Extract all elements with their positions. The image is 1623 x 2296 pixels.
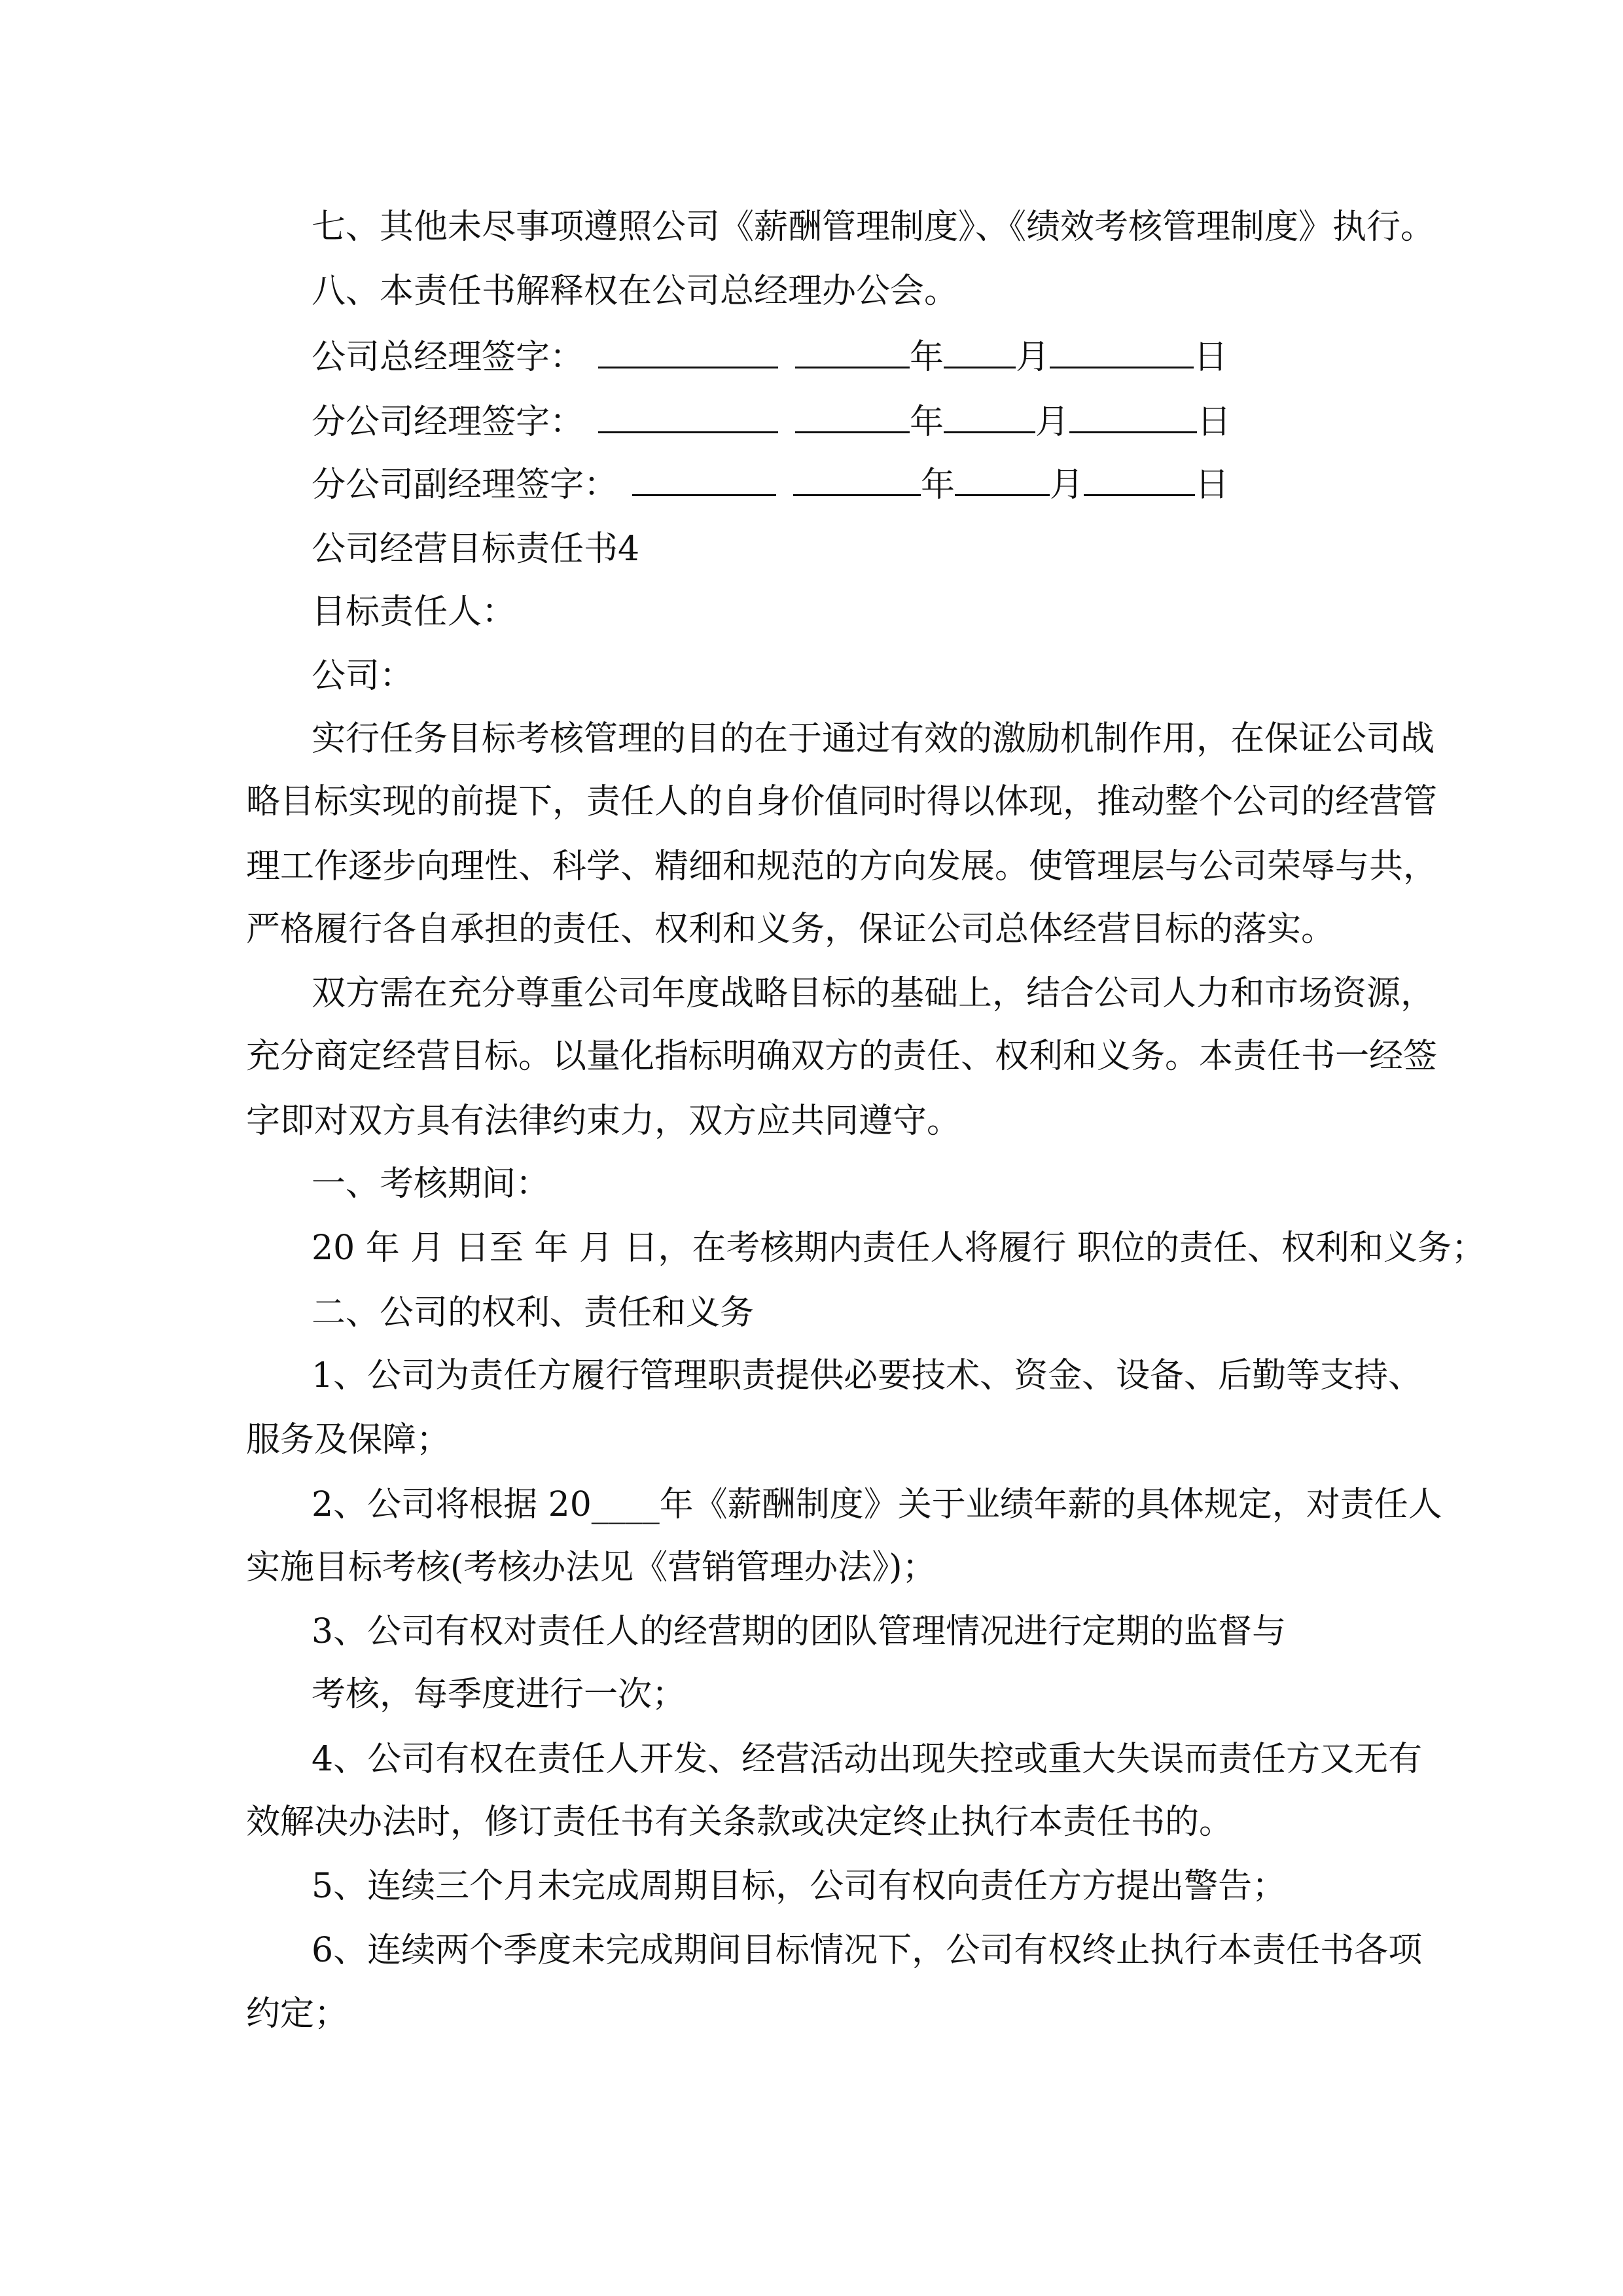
signature-blank[interactable] — [598, 332, 778, 368]
paragraph-line: 双方需在充分尊重公司年度战略目标的基础上，结合公司人力和市场资源， — [312, 974, 1435, 1013]
year-blank[interactable] — [795, 397, 910, 433]
paragraph-line: 6、连续两个季度未完成期间目标情况下，公司有权终止执行本责任书各项 — [312, 1931, 1423, 1970]
year-label: 年 — [910, 338, 944, 377]
year-label: 年 — [910, 403, 944, 442]
month-blank[interactable] — [955, 460, 1050, 496]
paragraph-line: 3、公司有权对责任人的经营期的团队管理情况进行定期的监督与 — [312, 1612, 1287, 1651]
signature-blank[interactable] — [598, 397, 778, 433]
year-blank[interactable] — [795, 332, 910, 368]
day-label: 日 — [1197, 403, 1232, 442]
paragraph-line: 4、公司有权在责任人开发、经营活动出现失控或重大失误而责任方又无有 — [312, 1740, 1423, 1779]
paragraph-line: 服务及保障； — [246, 1420, 451, 1460]
signature-label: 公司总经理签字： — [312, 338, 584, 377]
company-label: 公司： — [312, 656, 414, 696]
signature-line-gm — [312, 332, 1376, 378]
year-label: 年 — [921, 465, 955, 505]
month-label: 月 — [1050, 465, 1084, 505]
section-title: 公司经营目标责任书4 — [312, 529, 640, 569]
month-label: 月 — [1016, 338, 1050, 377]
paragraph-line: 1、公司为责任方履行管理职责提供必要技术、资金、设备、后勤等支持、 — [312, 1356, 1423, 1395]
year-blank[interactable] — [793, 460, 921, 496]
paragraph-line: 5、连续三个月未完成周期目标，公司有权向责任方方提出警告； — [312, 1867, 1287, 1906]
day-blank[interactable] — [1069, 397, 1197, 433]
clause-8: 八、本责任书解释权在公司总经理办公会。 — [312, 272, 959, 311]
clause-7: 七、其他未尽事项遵照公司《薪酬管理制度》、《绩效考核管理制度》执行。 — [312, 207, 1435, 247]
day-label: 日 — [1195, 465, 1230, 505]
day-blank[interactable] — [1050, 332, 1194, 368]
paragraph-line: 严格履行各自承担的责任、权利和义务，保证公司总体经营目标的落实。 — [246, 910, 1336, 949]
responsible-person-label: 目标责任人： — [312, 592, 516, 632]
signature-line-branch-manager — [312, 397, 1376, 443]
paragraph-line: 充分商定经营目标。以量化指标明确双方的责任、权利和义务。本责任书一经签 — [246, 1037, 1438, 1076]
month-blank[interactable] — [944, 332, 1016, 368]
paragraph-line: 考核，每季度进行一次； — [312, 1675, 687, 1714]
paragraph-line: 约定； — [246, 1994, 349, 2034]
paragraph-line: 实施目标考核(考核办法见《营销管理办法》)； — [246, 1548, 936, 1587]
signature-label: 分公司经理签字： — [312, 403, 584, 442]
paragraph-line: 20 年 月 日至 年 月 日，在考核期内责任人将履行 职位的责任、权利和义务； — [312, 1229, 1486, 1268]
paragraph-line: 效解决办法时，修订责任书有关条款或决定终止执行本责任书的。 — [246, 1803, 1234, 1842]
paragraph-line: 略目标实现的前提下，责任人的自身价值同时得以体现，推动整个公司的经营管 — [246, 782, 1438, 821]
paragraph-line: 2、公司将根据 20____年《薪酬制度》关于业绩年薪的具体规定，对责任人 — [312, 1485, 1442, 1524]
month-label: 月 — [1035, 403, 1070, 442]
day-blank[interactable] — [1084, 460, 1195, 496]
heading-assessment-period: 一、考核期间： — [312, 1164, 550, 1204]
paragraph-line: 实行任务目标考核管理的目的在于通过有效的激励机制作用，在保证公司战 — [312, 719, 1435, 759]
signature-label: 分公司副经理签字： — [312, 465, 618, 505]
paragraph-line: 理工作逐步向理性、科学、精细和规范的方向发展。使管理层与公司荣辱与共， — [246, 847, 1438, 886]
signature-blank[interactable] — [632, 460, 776, 496]
month-blank[interactable] — [944, 397, 1035, 433]
signature-line-deputy-manager — [312, 460, 1376, 506]
day-label: 日 — [1194, 338, 1228, 377]
paragraph-line: 字即对双方具有法律约束力，双方应共同遵守。 — [246, 1102, 961, 1141]
heading-company-rights: 二、公司的权利、责任和义务 — [312, 1293, 755, 1333]
